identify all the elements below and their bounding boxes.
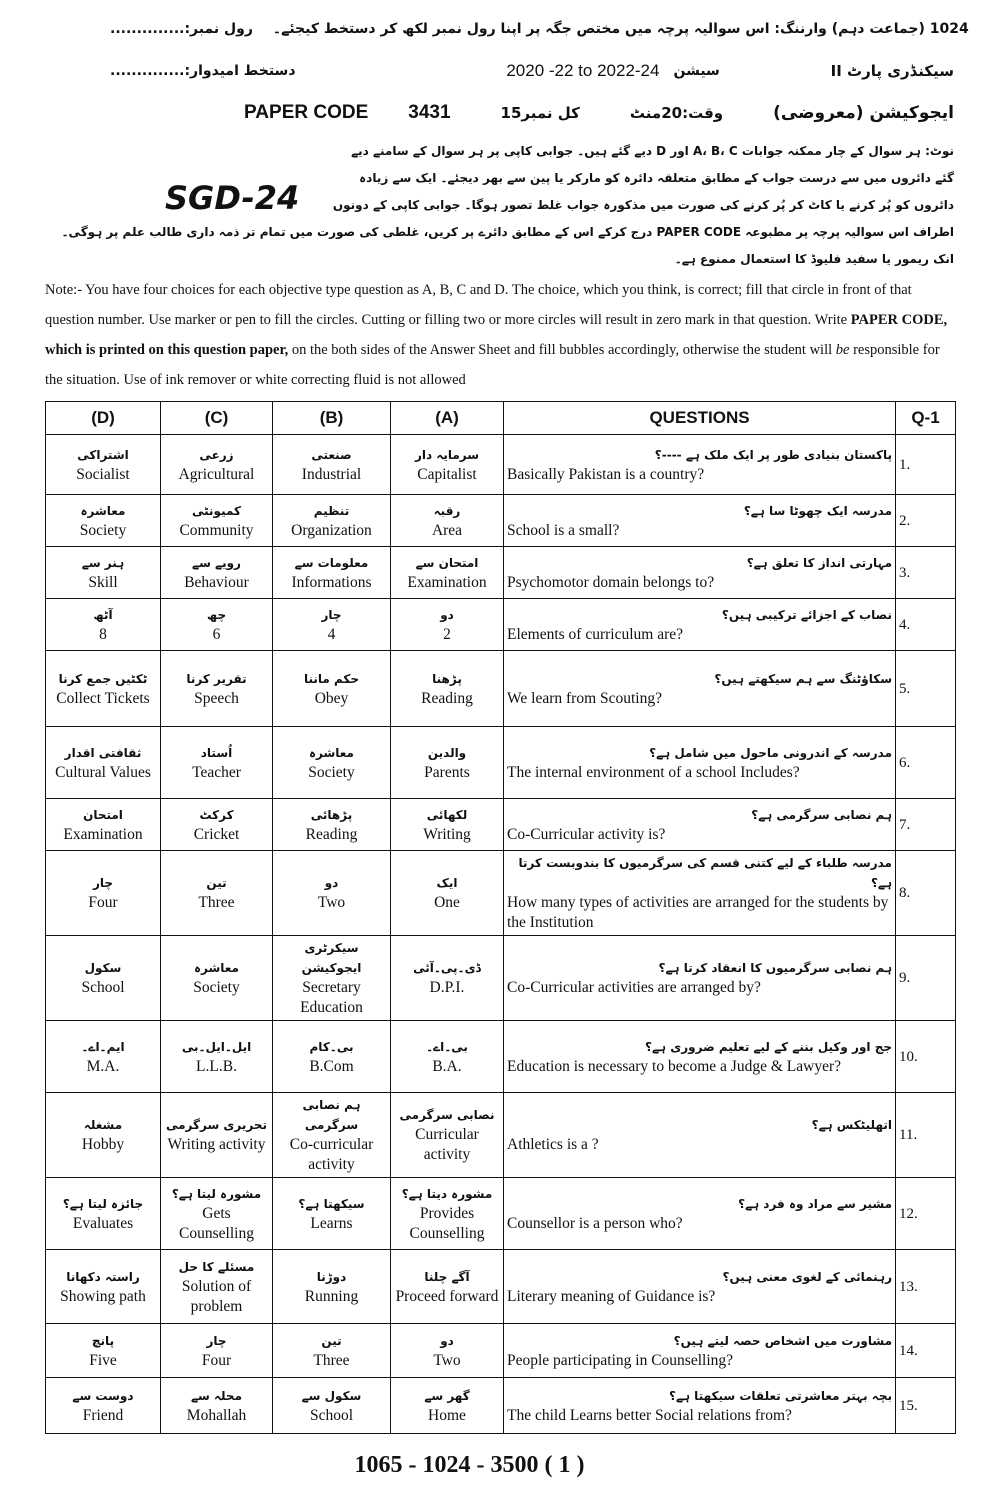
option-c <box>161 727 273 799</box>
table-row <box>46 1324 956 1378</box>
option-a <box>391 1178 504 1250</box>
option-urdu: دو <box>440 1333 454 1348</box>
question <box>504 851 896 936</box>
option-english: Society <box>308 763 355 781</box>
option-a <box>391 936 504 1021</box>
option-a <box>391 727 504 799</box>
option-english: B.Com <box>309 1057 354 1075</box>
question <box>504 651 896 727</box>
option-english: Four <box>201 1351 232 1369</box>
option-d <box>46 1250 161 1324</box>
header-a: (A) <box>391 402 504 435</box>
option-english: Mohallah <box>186 1406 247 1424</box>
option-english: Co-curricular activity <box>289 1136 374 1173</box>
option-urdu: بی۔کام <box>309 1039 354 1054</box>
note-text: Note:- You have four choices for each objective type question as A, B, C and D. The choice, which you think, is correct; fill that circle in front of that question number. Use marker or pen to fill the circles. Cutting or filling two or more circles will result in zero mark in that question. Write <box>45 282 912 328</box>
question-urdu: رہنمائی کے لغوی معنی ہیں؟ <box>722 1269 892 1284</box>
note-italic: be <box>835 342 850 358</box>
subject-title: ایجوکیشن (معروضی) <box>773 103 954 123</box>
question-urdu: مدرسہ کے اندرونی ماحول میں شامل ہے؟ <box>649 745 892 760</box>
option-urdu: سکول <box>84 961 122 975</box>
option-english: L.L.B. <box>196 1057 237 1075</box>
option-english: Two <box>433 1351 461 1369</box>
option-c <box>161 1093 273 1178</box>
note-text: on the both sides of the Answer Sheet and fill bubbles accordingly, otherwise the student will <box>288 342 836 358</box>
question-number: 4. <box>896 599 956 651</box>
option-d <box>46 799 161 851</box>
option-urdu: معاشرہ <box>80 503 126 518</box>
question-number: 8. <box>896 851 956 936</box>
option-d <box>46 936 161 1021</box>
option-c <box>161 1378 273 1434</box>
question <box>504 1378 896 1434</box>
note-urdu: نوٹ: ہر سوال کے چار ممکنہ جوابات A، B، C اور D دیے گئے ہیں۔ جوابی کاپی پر ہر سوال کے سامنے دیے گئے دائروں میں سے درست جواب کے مطابق متعلقہ دائرہ کو مارکر یا پین سے بھر دیجئے۔ ایک سے زیادہ دائروں کو پُر کرنے یا کاٹ کر پُر کرنے کی صورت میں مذکورہ جواب غلط تصور ہوگا۔ جوابی کاپی کے دونوں اطراف اس سوالیہ پرچہ پر مطبوعہ PAPER CODE درج کرکے اس کے مطابق دائرے پر کریں، غلطی کی صورت میں تمام تر ذمہ داری طالب علم پر ہوگی۔ انک ریمور یا سفید فلیوڈ کا استعمال ممنوع ہے۔ <box>61 144 954 266</box>
question-english: Athletics is a ? <box>507 1136 599 1153</box>
option-urdu: رویے سے <box>192 555 241 570</box>
option-english: Organization <box>291 521 372 539</box>
marks-label: کل نمبر15 <box>500 104 580 122</box>
option-urdu: چار <box>206 1333 227 1348</box>
option-d <box>46 435 161 495</box>
option-urdu: گھر سے <box>424 1388 470 1403</box>
question-number: 3. <box>896 547 956 599</box>
option-urdu: ہنر سے <box>81 555 125 570</box>
question-number: 11. <box>896 1093 956 1178</box>
option-b <box>273 495 391 547</box>
option-a <box>391 1378 504 1434</box>
option-english: 8 <box>99 625 107 643</box>
option-b <box>273 651 391 727</box>
option-d <box>46 1324 161 1378</box>
option-urdu: تنظیم <box>313 503 350 518</box>
option-urdu: ایل۔ایل۔بی <box>181 1039 252 1054</box>
question-english: Basically Pakistan is a country? <box>507 465 705 483</box>
option-english: Gets Counselling <box>179 1204 254 1242</box>
question-urdu: اتھلیٹکس ہے؟ <box>811 1118 892 1132</box>
option-english: Solution of problem <box>181 1277 252 1315</box>
option-english: Three <box>313 1351 350 1369</box>
question-number: 6. <box>896 727 956 799</box>
question-english: We learn from Scouting? <box>507 689 662 707</box>
question-english: Co-Curricular activities are arranged by? <box>507 979 761 996</box>
note-english <box>45 275 954 395</box>
paper-code: 3431 <box>408 102 451 123</box>
option-english: Proceed forward <box>395 1287 499 1305</box>
option-urdu: ثقافتی اقدار <box>64 745 142 760</box>
option-a <box>391 1250 504 1324</box>
question-urdu: نصاب کے اجزائے ترکیبی ہیں؟ <box>721 607 892 622</box>
option-urdu: زرعی <box>199 447 234 462</box>
question-urdu: مدرسہ ایک چھوٹا سا ہے؟ <box>743 503 892 518</box>
option-english: Evaluates <box>72 1214 134 1232</box>
option-a <box>391 851 504 936</box>
question-urdu: مہارتی انداز کا تعلق ہے؟ <box>746 555 892 570</box>
question-english: The internal environment of a school Includes? <box>507 763 800 781</box>
option-urdu: اُستاد <box>200 745 233 760</box>
session-years: 2020 -22 to 2022-24 <box>506 61 660 80</box>
option-urdu: محلہ سے <box>190 1388 243 1403</box>
option-english: Secretary Education <box>300 979 363 1016</box>
option-d <box>46 599 161 651</box>
question-number: 12. <box>896 1178 956 1250</box>
table-row <box>46 1021 956 1093</box>
table-header <box>46 402 956 435</box>
option-urdu: چار <box>321 607 342 622</box>
option-english: Behaviour <box>184 573 249 591</box>
option-urdu: امتحان سے <box>415 555 479 570</box>
option-english: Community <box>179 521 254 539</box>
question <box>504 547 896 599</box>
option-english: Area <box>431 521 463 539</box>
question-urdu: بچہ بہتر معاشرتی تعلقات سیکھتا ہے؟ <box>668 1388 892 1403</box>
header-b: (B) <box>273 402 391 435</box>
option-english: Cricket <box>193 825 240 843</box>
table-row <box>46 799 956 851</box>
question <box>504 1093 896 1178</box>
table-row <box>46 1178 956 1250</box>
option-a <box>391 1324 504 1378</box>
option-urdu: پڑھائی <box>310 807 353 822</box>
question-urdu: ہم نصابی سرگرمیوں کا انعقاد کرتا ہے؟ <box>658 961 892 975</box>
question-number: 7. <box>896 799 956 851</box>
option-urdu: مشورہ لیتا ہے؟ <box>171 1186 262 1201</box>
option-b <box>273 435 391 495</box>
option-b <box>273 1250 391 1324</box>
roll-number-field: رول نمبر:.............. <box>110 21 253 37</box>
question-english: Co-Curricular activity is? <box>507 825 666 843</box>
session-group <box>506 61 719 81</box>
option-c <box>161 495 273 547</box>
question <box>504 495 896 547</box>
question-number: 14. <box>896 1324 956 1378</box>
option-urdu: لکھائی <box>426 807 468 822</box>
footer-code: 1065 - 1024 - 3500 ( 1 ) <box>354 1452 585 1478</box>
paper-code-label: PAPER CODE <box>244 102 369 123</box>
question-number: 9. <box>896 936 956 1021</box>
option-english: One <box>434 894 460 911</box>
option-d <box>46 727 161 799</box>
option-urdu: تحریری سرگرمی <box>165 1118 268 1132</box>
option-urdu: تین <box>321 1333 342 1348</box>
option-english: Speech <box>194 689 239 707</box>
option-a <box>391 1021 504 1093</box>
header-row-2 <box>45 50 954 92</box>
option-urdu: معلومات سے <box>294 555 369 570</box>
option-english: D.P.I. <box>429 979 465 996</box>
question <box>504 936 896 1021</box>
option-urdu: سرمایہ دار <box>414 447 480 462</box>
option-english: Curricular activity <box>415 1126 479 1163</box>
option-english: 2 <box>443 625 451 643</box>
table-row <box>46 1250 956 1324</box>
option-urdu: پڑھنا <box>432 671 462 686</box>
option-c <box>161 1250 273 1324</box>
session-label: سیشن <box>673 63 720 79</box>
question <box>504 435 896 495</box>
option-english: Capitalist <box>417 465 477 483</box>
table-row <box>46 651 956 727</box>
note-text: responsible for the situation. Use of ink remover or white correcting fluid is not allowed <box>45 342 940 388</box>
option-english: Showing path <box>60 1287 146 1305</box>
question-urdu: ہم نصابی سرگرمی ہے؟ <box>751 807 892 822</box>
header-questions: QUESTIONS <box>504 402 896 435</box>
option-d <box>46 851 161 936</box>
option-urdu: دوڑنا <box>316 1269 347 1284</box>
option-c <box>161 435 273 495</box>
option-a <box>391 599 504 651</box>
option-english: Two <box>317 894 346 911</box>
option-b <box>273 1178 391 1250</box>
question-english: Elements of curriculum are? <box>507 625 684 643</box>
option-d <box>46 547 161 599</box>
question <box>504 599 896 651</box>
question-number: 5. <box>896 651 956 727</box>
option-urdu: صنعتی <box>311 447 352 462</box>
option-urdu: ہم نصابی سرگرمی <box>302 1098 361 1132</box>
option-urdu: سیکھتا ہے؟ <box>298 1196 365 1211</box>
option-urdu: آٹھ <box>93 607 113 622</box>
table-row <box>46 435 956 495</box>
option-english: Running <box>304 1287 359 1305</box>
option-a <box>391 651 504 727</box>
option-urdu: معاشرہ <box>308 745 354 760</box>
option-english: 4 <box>327 625 336 643</box>
option-english: School <box>81 979 125 996</box>
option-d <box>46 1093 161 1178</box>
option-urdu: ایک <box>436 876 458 890</box>
option-c <box>161 799 273 851</box>
option-urdu: معاشرہ <box>193 961 239 975</box>
option-urdu: سکول سے <box>301 1388 362 1403</box>
option-english: Examination <box>407 573 487 591</box>
option-urdu: چار <box>92 876 114 890</box>
option-a <box>391 495 504 547</box>
option-c <box>161 599 273 651</box>
option-english: Informations <box>291 573 372 591</box>
option-urdu: جائزہ لیتا ہے؟ <box>62 1196 144 1211</box>
option-urdu: حکم ماننا <box>303 671 360 686</box>
question <box>504 1250 896 1324</box>
option-a <box>391 1093 504 1178</box>
option-english: Parents <box>424 763 470 781</box>
option-english: Examination <box>63 825 143 843</box>
question <box>504 799 896 851</box>
option-english: Agricultural <box>178 465 255 483</box>
question-number: 10. <box>896 1021 956 1093</box>
question-number: 2. <box>896 495 956 547</box>
warning-line: 1024 (جماعت دہم) وارننگ: اس سوالیہ پرچہ میں مختص جگہ پر اپنا رول نمبر لکھ کر دستخط کیجئے۔ <box>272 21 969 37</box>
question <box>504 1021 896 1093</box>
option-english: Learns <box>310 1214 353 1232</box>
option-english: Provides Counselling <box>409 1204 485 1242</box>
option-urdu: دوست سے <box>72 1388 134 1403</box>
question <box>504 1324 896 1378</box>
option-english: Reading <box>305 825 358 843</box>
table-row <box>46 727 956 799</box>
option-urdu: نصابی سرگرمی <box>399 1108 495 1122</box>
option-b <box>273 727 391 799</box>
mcq-table <box>45 401 956 1434</box>
header-c: (C) <box>161 402 273 435</box>
question-urdu: مشیر سے مراد وہ فرد ہے؟ <box>738 1196 892 1211</box>
option-c <box>161 547 273 599</box>
question-english: Literary meaning of Guidance is? <box>507 1287 716 1305</box>
question-urdu: جج اور وکیل بننے کے لیے تعلیم ضروری ہے؟ <box>645 1039 892 1054</box>
option-a <box>391 799 504 851</box>
option-english: Hobby <box>81 1136 125 1153</box>
question-english: School is a small? <box>507 521 620 539</box>
option-english: Collect Tickets <box>56 689 150 707</box>
option-b <box>273 599 391 651</box>
question-number: 1. <box>896 435 956 495</box>
option-urdu: امتحان <box>83 807 123 822</box>
question-number: 15. <box>896 1378 956 1434</box>
header-d: (D) <box>46 402 161 435</box>
option-d <box>46 1178 161 1250</box>
option-urdu: سیکرٹری ایجوکیشن <box>301 941 362 975</box>
table-row <box>46 936 956 1021</box>
option-urdu: کمیونٹی <box>192 503 241 518</box>
option-english: Socialist <box>76 465 130 483</box>
option-urdu: تقریر کرنا <box>186 671 247 686</box>
option-c <box>161 1324 273 1378</box>
option-urdu: مسئلے کا حل <box>178 1259 255 1274</box>
option-b <box>273 1324 391 1378</box>
option-urdu: دو <box>440 607 454 622</box>
option-b <box>273 799 391 851</box>
option-english: Skill <box>88 573 118 591</box>
option-english: M.A. <box>86 1057 120 1075</box>
question-english: How many types of activities are arranged for the students by the Institution <box>507 894 889 931</box>
option-b <box>273 547 391 599</box>
option-d <box>46 1378 161 1434</box>
option-english: Society <box>193 979 240 996</box>
option-english: Society <box>79 521 127 539</box>
option-d <box>46 651 161 727</box>
note-urdu-block <box>45 138 954 273</box>
header-row-3 <box>45 92 954 134</box>
question-english: People participating in Counselling? <box>507 1351 733 1369</box>
option-b <box>273 1378 391 1434</box>
option-english: 6 <box>212 625 221 643</box>
option-urdu: دو <box>324 876 339 890</box>
question-english: Education is necessary to become a Judge & Lawyer? <box>507 1057 841 1075</box>
option-english: B.A. <box>432 1057 462 1075</box>
option-d <box>46 495 161 547</box>
option-english: Writing activity <box>167 1136 266 1153</box>
header-row-1 <box>45 8 969 50</box>
option-urdu: مشورہ دیتا ہے؟ <box>401 1186 493 1201</box>
time-label: وقت:20منٹ <box>629 104 724 122</box>
option-urdu: مشغلہ <box>83 1118 123 1132</box>
question-urdu: سکاؤٹنگ سے ہم سیکھتے ہیں؟ <box>714 671 892 686</box>
option-a <box>391 435 504 495</box>
table-row <box>46 851 956 936</box>
option-urdu: اشتراکی <box>77 447 129 462</box>
option-urdu: والدین <box>427 745 467 760</box>
option-a <box>391 547 504 599</box>
option-english: Obey <box>314 689 349 707</box>
option-english: Five <box>89 1351 117 1369</box>
table-row <box>46 547 956 599</box>
option-english: Industrial <box>301 465 362 483</box>
option-urdu: پانچ <box>91 1333 115 1348</box>
option-english: Cultural Values <box>55 763 151 781</box>
table-row <box>46 1093 956 1178</box>
option-urdu: بی۔اے۔ <box>426 1039 468 1054</box>
option-urdu: رقبہ <box>433 503 461 518</box>
question-english: Psychomotor domain belongs to? <box>507 573 715 591</box>
option-urdu: راستہ دکھانا <box>66 1269 140 1284</box>
question-number: 13. <box>896 1250 956 1324</box>
option-urdu: تین <box>206 876 227 890</box>
option-urdu: ڈی۔پی۔آئی <box>413 961 481 975</box>
option-c <box>161 1178 273 1250</box>
question-english: Counsellor is a person who? <box>507 1214 683 1232</box>
table-row <box>46 495 956 547</box>
question-english: The child Learns better Social relations from? <box>507 1406 792 1424</box>
question-urdu: پاکستان بنیادی طور پر ایک ملک ہے ----؟ <box>654 447 892 462</box>
question-urdu: مدرسہ طلباء کے لیے کتنی قسم کی سرگرمیوں کا بندوبست کرتا ہے؟ <box>518 856 892 890</box>
option-english: Friend <box>82 1406 124 1424</box>
signature-field: دستخط امیدوار:.............. <box>110 63 296 79</box>
option-b <box>273 1093 391 1178</box>
option-urdu: آگے چلنا <box>424 1269 470 1284</box>
paper-code-group <box>244 102 451 124</box>
question <box>504 1178 896 1250</box>
table-row <box>46 1378 956 1434</box>
option-urdu: چھ <box>206 607 227 622</box>
question <box>504 727 896 799</box>
option-b <box>273 851 391 936</box>
option-c <box>161 1021 273 1093</box>
option-b <box>273 936 391 1021</box>
option-c <box>161 851 273 936</box>
class-label: سیکنڈری پارٹ II <box>830 62 954 80</box>
option-urdu: ٹکٹیں جمع کرنا <box>58 671 148 686</box>
option-urdu: ایم۔اے۔ <box>81 1039 125 1054</box>
option-c <box>161 936 273 1021</box>
option-english: Writing <box>423 825 471 843</box>
option-english: Four <box>88 894 118 911</box>
note-bold: PAPER CODE, which is printed on this question paper, <box>45 312 948 358</box>
option-b <box>273 1021 391 1093</box>
table-row <box>46 599 956 651</box>
option-english: Teacher <box>192 763 241 781</box>
option-c <box>161 651 273 727</box>
header-q1: Q-1 <box>896 402 956 435</box>
option-d <box>46 1021 161 1093</box>
option-english: Home <box>428 1406 466 1424</box>
option-english: School <box>309 1406 354 1424</box>
option-english: Three <box>198 894 235 911</box>
handwritten-code: SGD-24 <box>165 179 300 217</box>
option-english: Reading <box>421 689 473 707</box>
question-urdu: مشاورت میں اشخاص حصہ لیتے ہیں؟ <box>673 1333 892 1348</box>
option-urdu: کرکٹ <box>199 807 234 822</box>
